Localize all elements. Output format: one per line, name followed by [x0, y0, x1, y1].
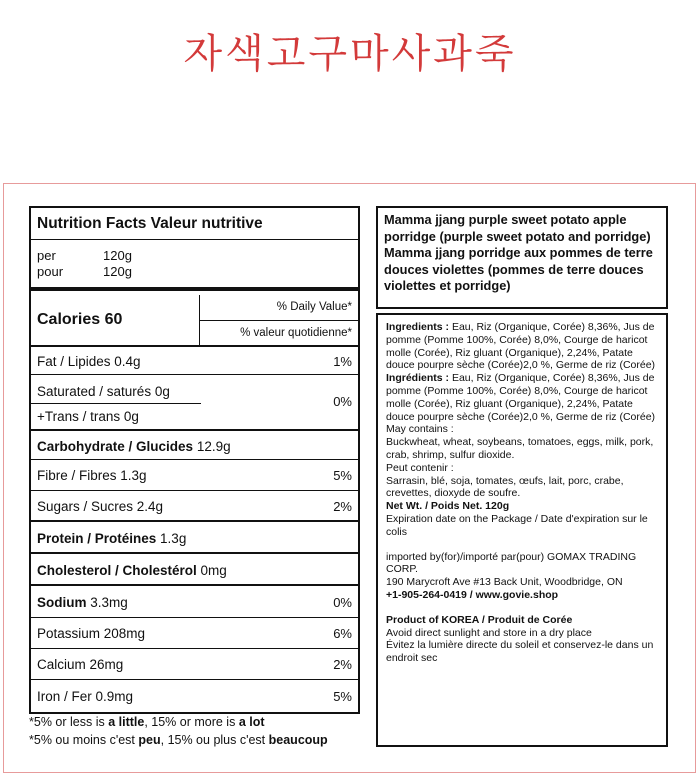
iron-pct: 5% — [333, 689, 352, 704]
iron-row — [31, 681, 358, 712]
carb-label: Carbohydrate / Glucides — [37, 439, 194, 454]
sugars-pct: 2% — [333, 498, 352, 514]
expiration-note: Expiration date on the Package / Date d'expiration sur le colis — [386, 512, 648, 538]
product-name-box — [376, 206, 668, 309]
product-name-fr: Mamma jjang porridge aux pommes de terre douces violettes (pommes de terre douces violettes et porridge) — [384, 245, 653, 293]
allergens-fr: Sarrasin, blé, soja, tomates, œufs, lait, porc, crabe, crevettes, dioxyde de soufre. — [386, 474, 624, 500]
potassium-label: Potassium 208mg — [37, 626, 146, 641]
sodium-label: Sodium — [37, 595, 87, 610]
potassium-pct: 6% — [333, 626, 352, 641]
carb-value: 12.9g — [196, 439, 231, 454]
product-title-korean: 자색고구마사과죽 — [183, 31, 517, 77]
calcium-pct: 2% — [333, 657, 352, 672]
saturated-label: Saturated / saturés 0g — [37, 383, 170, 399]
importer: imported by(for)/importé par(pour) GOMAX TRADING CORP. — [386, 550, 637, 576]
fibre-label: Fibre / Fibres 1.3g — [37, 468, 147, 483]
per-value-en: 120g — [103, 248, 132, 263]
serving-size — [31, 241, 358, 291]
cholesterol-label: Cholesterol / Cholestérol — [37, 562, 197, 578]
country-of-origin: Product of KOREA / Produit de Corée — [386, 613, 573, 626]
fat-label: Fat / Lipides 0.4g — [37, 354, 141, 369]
may-contain-fr: Peut contenir : — [386, 461, 454, 474]
saturated-trans-row — [31, 376, 358, 431]
protein-row — [31, 524, 358, 554]
nutrition-title: Nutrition Facts Valeur nutritive — [31, 208, 358, 240]
nutrition-facts-table — [29, 206, 360, 714]
cholesterol-value: 0mg — [200, 562, 227, 578]
product-name-en: Mamma jjang purple sweet potato apple porridge (purple sweet potato and porridge) — [384, 212, 651, 244]
fat-row — [31, 349, 358, 375]
fat-pct: 1% — [333, 354, 352, 369]
sat-trans-pct: 0% — [333, 394, 352, 409]
per-label-fr: pour — [37, 264, 64, 279]
iron-label: Iron / Fer 0.9mg — [37, 689, 134, 704]
trans-line — [37, 404, 352, 429]
sugars-row — [31, 492, 358, 522]
calcium-row — [31, 650, 358, 680]
potassium-row — [31, 619, 358, 649]
calcium-label: Calcium 26mg — [37, 657, 124, 672]
ingredients-box — [376, 313, 668, 747]
calories-value: Calories 60 — [37, 311, 123, 328]
net-weight: Net Wt. / Poids Net. 120g — [386, 500, 510, 513]
per-label-en: per — [37, 248, 56, 263]
importer-contact: +1-905-264-0419 / www.govie.shop — [386, 588, 559, 601]
cholesterol-row — [31, 556, 358, 586]
carbohydrate-row — [31, 434, 358, 460]
sodium-pct: 0% — [333, 595, 352, 610]
may-contain-en: May contains : — [386, 423, 454, 436]
sodium-value: 3.3mg — [90, 595, 128, 610]
trans-label: +Trans / trans 0g — [37, 409, 139, 424]
fibre-pct: 5% — [333, 468, 352, 483]
ingredients-en: Ingredients : Eau, Riz (Organique, Corée) 8,36%, Jus de pomme (Pomme 100%, Corée) 8,0%, Courge de haricot molle (Corée), Riz gluant (Organique), 2,24%, Patate douce pourpre sèche (Corée)2,0 %, Germe de riz (Corée) — [386, 321, 656, 372]
protein-value: 1.3g — [160, 530, 187, 546]
saturated-line — [31, 379, 201, 404]
storage-en: Avoid direct sunlight and store in a dry place — [386, 626, 592, 639]
ingredients-fr: Ingrédients : Eau, Riz (Organique, Corée) 8,36%, Jus de pomme (Pomme 100%, Corée) 8,0%, Courge de haricot molle (Corée), Riz gluant (Organique), 2,24%, Patate douce pourpre sèche (Corée)2,0 %, Germe de riz (Corée) — [386, 372, 656, 423]
daily-value-header-en: % Daily Value* — [276, 301, 352, 314]
importer-address: 190 Marycroft Ave #13 Back Unit, Woodbridge, ON — [386, 576, 623, 589]
footnote-fr: *5% ou moins c'est peu, 15% ou plus c'est beaucoup — [29, 733, 328, 747]
footnote-en: *5% or less is a little, 15% or more is a lot — [29, 715, 265, 729]
calories-row — [31, 295, 358, 347]
daily-value-footnote — [29, 713, 369, 749]
per-value-fr: 120g — [103, 264, 132, 279]
sodium-row — [31, 588, 358, 618]
protein-label: Protein / Protéines — [37, 530, 157, 546]
daily-value-header-fr: % valeur quotidienne* — [200, 320, 358, 346]
sugars-label: Sugars / Sucres 2.4g — [37, 498, 164, 514]
allergens-en: Buckwheat, wheat, soybeans, tomatoes, eggs, milk, pork, crab, shrimp, sulfur dioxide. — [386, 436, 654, 461]
storage-fr: Évitez la lumière directe du soleil et conservez-le dans un endroit sec — [386, 639, 654, 665]
fibre-row — [31, 461, 358, 491]
